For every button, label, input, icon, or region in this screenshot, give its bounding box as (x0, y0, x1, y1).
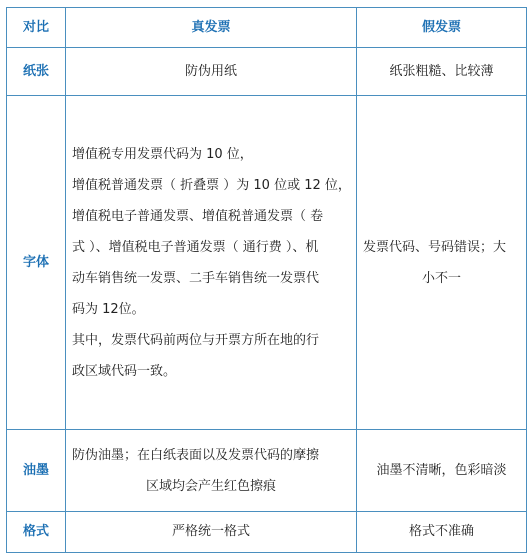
cell-text: 防伪用纸 (184, 63, 237, 79)
table-row-paper (7, 48, 527, 96)
table-row-font (7, 96, 527, 430)
row-label-ink: 油墨 (7, 430, 66, 512)
cell-real-font (66, 96, 357, 430)
cell-line: 增值税普通发票（ 折叠票 ）为 10 位或 12 位， (72, 177, 351, 193)
cell-fake-font (357, 96, 527, 430)
comparison-table-frame (6, 7, 526, 552)
row-label-format: 格式 (7, 512, 66, 553)
cell-line: 增值税电子普通发票、增值税普通发票（ 卷 (72, 208, 324, 224)
cell-line: 区域均会产生红色擦痕 (145, 478, 276, 494)
cell-fake-ink (357, 430, 527, 512)
cell-text: 格式不准确 (408, 524, 474, 539)
table-row-format (7, 512, 527, 553)
cell-fake-paper (357, 48, 527, 96)
cell-real-paper (66, 48, 357, 96)
cell-line: 其中，发票代码前两位与开票方所在地的行 (72, 332, 320, 348)
cell-text: 严格统一格式 (171, 524, 250, 539)
cell-line: 码为 12位。 (72, 301, 145, 317)
header-real-invoice: 真发票 (66, 8, 357, 48)
cell-line: 发票代码、号码错误；大 (363, 239, 507, 255)
cell-line: 式 ）、增值税电子普通发票（ 通行费 ）、机 (72, 239, 319, 255)
table-header-row (7, 8, 527, 48)
header-fake-invoice: 假发票 (357, 8, 527, 48)
cell-line: 增值税专用发票代码为 10 位， (72, 146, 253, 162)
cell-real-format (66, 512, 357, 553)
cell-text: 纸张粗糙、比较薄 (389, 63, 494, 79)
cell-text: 油墨不清晰，色彩暗淡 (376, 462, 507, 478)
cell-line: 动车销售统一发票、二手车销售统一发票代 (72, 270, 320, 286)
invoice-comparison-table (6, 7, 527, 553)
header-compare: 对比 (7, 8, 66, 48)
cell-line: 防伪油墨；在白纸表面以及发票代码的摩擦 (72, 447, 320, 463)
table-row-ink (7, 430, 527, 512)
row-label-font: 字体 (7, 96, 66, 430)
cell-line: 小不一 (421, 270, 461, 286)
cell-fake-format (357, 512, 527, 553)
cell-line: 政区域代码一致。 (72, 363, 177, 379)
cell-real-ink (66, 430, 357, 512)
row-label-paper: 纸张 (7, 48, 66, 96)
